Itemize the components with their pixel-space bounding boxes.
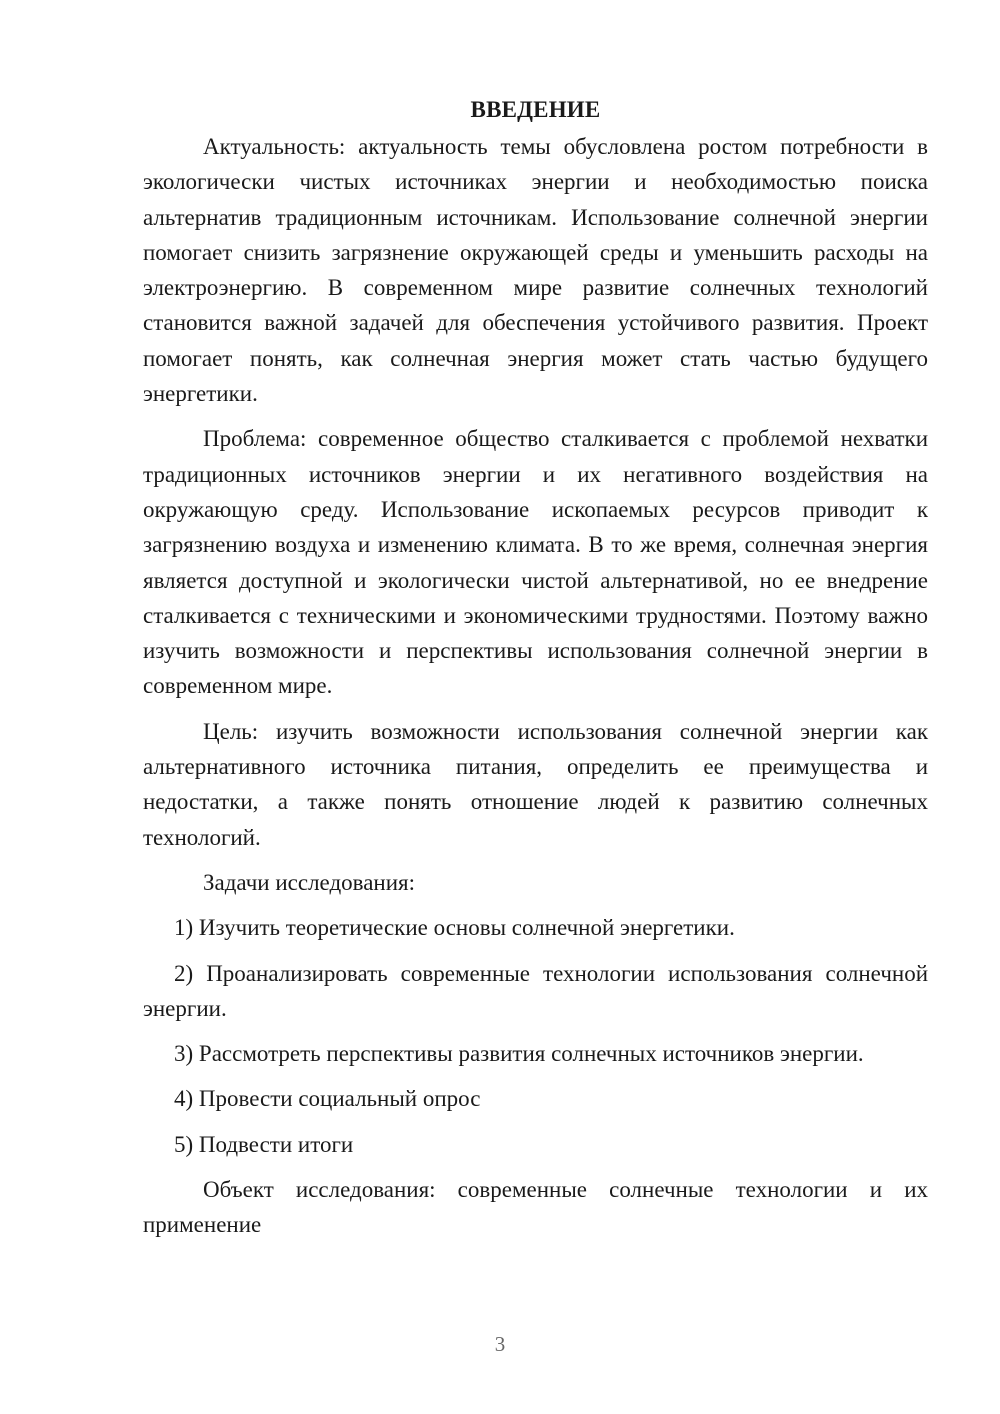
goal-paragraph: Цель: изучить возможности использования солнечной энергии как альтернативного источника питания, определить ее преимущества и недостатки, а также понять отношение людей к развитию солнечных технологий. xyxy=(143,718,928,850)
page-content xyxy=(143,92,928,1253)
problem-paragraph: Проблема: современное общество сталкивается с проблемой нехватки традиционных источников энергии и их негативного воздействия на окружающую среду. Использование ископаемых ресурсов приводит к загрязнению воздуха и изменению климата. В то же время, солнечная энергия является доступной и экологически чистой альтернативой, но ее внедрение сталкивается с техническими и экономическими трудностями. Поэтому важно изучить возможности и перспективы использования солнечной энергии в современном мире. xyxy=(143,426,928,699)
tasks-heading: Задачи исследования: xyxy=(203,869,416,895)
object-paragraph: Объект исследования: современные солнечные технологии и их применение xyxy=(143,1177,928,1238)
page-number: 3 xyxy=(494,1332,506,1356)
task-item-4: 4) Провести социальный опрос xyxy=(174,1086,481,1112)
task-item-3: 3) Рассмотреть перспективы развития солнечных источников энергии. xyxy=(174,1041,864,1067)
task-item-1: 1) Изучить теоретические основы солнечной энергетики. xyxy=(174,915,735,941)
section-heading: ВВЕДЕНИЕ xyxy=(470,97,601,122)
relevance-paragraph: Актуальность: актуальность темы обусловлена ростом потребности в экологически чистых источниках энергии и необходимостью поиска альтернатив традиционным источникам. Использование солнечной энергии помогает снизить загрязнение окружающей среды и уменьшить расходы на электроэнергию. В современном мире развитие солнечных технологий становится важной задачей для обеспечения устойчивого развития. Проект помогает понять, как солнечная энергия может стать частью будущего энергетики. xyxy=(143,134,928,407)
task-item-5: 5) Подвести итоги xyxy=(174,1131,354,1157)
task-item-2: 2) Проанализировать современные технологии использования солнечной энергии. xyxy=(143,960,928,1021)
